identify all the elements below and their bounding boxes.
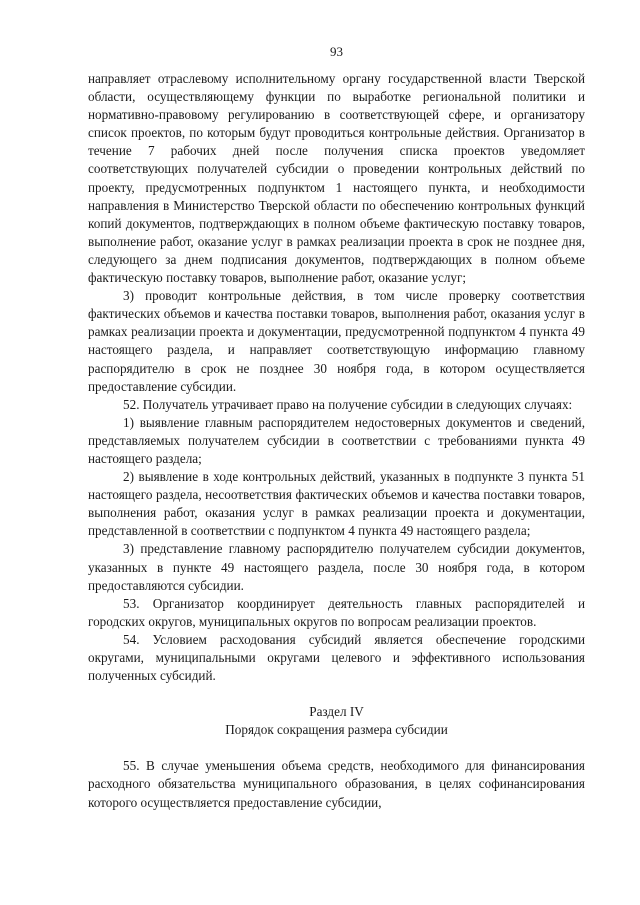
page-number: 93 (330, 44, 343, 59)
paragraph-53: 53. Организатор координирует деятельность главных распорядителей и городских округов, муниципальных округов по вопросам реализации проектов. (88, 595, 585, 629)
paragraph-subpoint-3: 3) проводит контрольные действия, в том числе проверку соответствия фактических объемов и качества поставки товаров, выполнения работ, оказания услуг в рамках реализации проекта и документации, предусмотренной подпунктом 4 пункта 49 настоящего раздела, и направляет соответствующую информацию главному распорядителю в срок не позднее 30 ноября года, в котором осуществляется предоставление субсидии. (88, 288, 585, 394)
paragraph-54: 54. Условием расходования субсидий является обеспечение городскими округами, муниципальными округами целевого и эффективного использования полученных субсидий. (88, 631, 585, 684)
paragraph-55: 55. В случае уменьшения объема средств, необходимого для финансирования расходного обязательства муниципального образования, в целях софинансирования которого осуществляется предоставление субсидии, (88, 758, 585, 810)
section-title: Порядок сокращения размера субсидии (225, 722, 448, 738)
paragraph-52-subpoint-3: 3) представление главному распорядителю получателем субсидии документов, указанных в пункте 49 настоящего раздела, после 30 ноября года, в котором предоставляются субсидии. (88, 541, 585, 593)
section-number: Раздел IV (309, 704, 364, 720)
paragraph-52-subpoint-1: 1) выявление главным распорядителем недостоверных документов и сведений, представляемых получателем субсидии в соответствии с требованиями пункта 49 настоящего раздела; (88, 414, 585, 466)
paragraph-continuation: направляет отраслевому исполнительному органу государственной власти Тверской области, осуществляющему функции по выработке региональной политики и нормативно-правовому регулированию в соответствующей сфере, и организатору список проектов, по которым будут проводиться контрольные действия. Организатор в течение 7 рабочих дней после получения списка проектов уведомляет соответствующих получателей субсидии о проведении контрольных действий по проекту, предусмотренных подпунктом 1 настоящего пункта, и необходимости направления в Министерство Тверской области по обеспечению контрольных функций копий документов, подтверждающих в полном объеме фактическую поставку товаров, выполнение работ, оказание услуг в рамках реализации проекта в срок не позднее дня, следующего за днем подписания документов, подтверждающих в полном объеме фактическую поставку товаров, выполнение работ, оказание услуг; (88, 71, 585, 286)
paragraph-52: 52. Получатель утрачивает право на получение субсидии в следующих случаях: (123, 396, 573, 412)
paragraph-52-subpoint-2: 2) выявление в ходе контрольных действий, указанных в подпункте 3 пункта 51 настоящего раздела, несоответствия фактических объемов и качества поставки товаров, выполнения работ, оказания услуг в рамках реализации проекта и документации, представленной в соответствии с подпунктом 4 пункта 49 настоящего раздела; (88, 469, 585, 539)
